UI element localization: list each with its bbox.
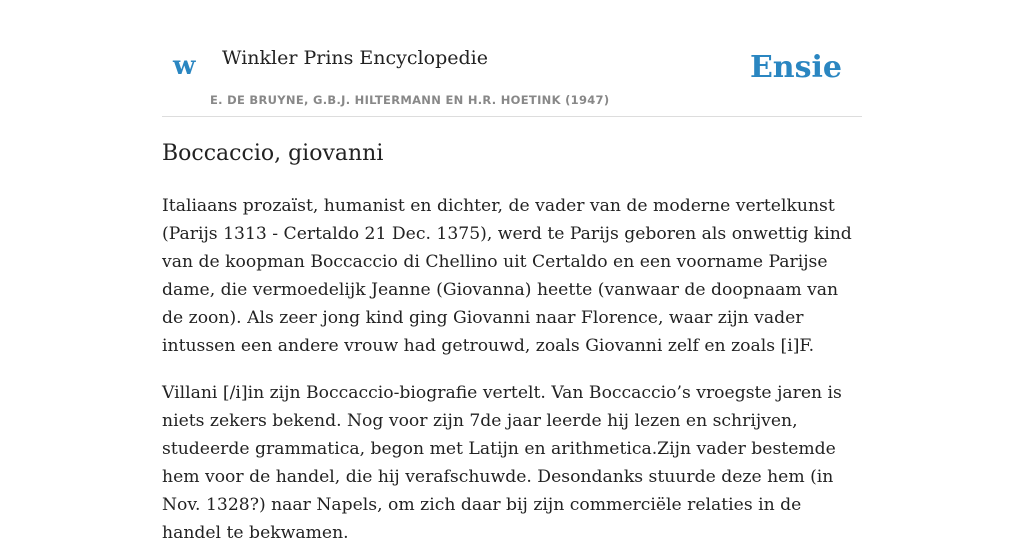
article-paragraph: Italiaans prozaïst, humanist en dichter, de vader van de moderne vertelkunst (Parijs 1313 - Certaldo 21 Dec. 1375), werd te Parijs geboren als onwettig kind van de koopman Boccaccio di Chellino uit Certaldo en een voorname Parijse dame, die vermoedelijk Jeanne (Giovanna) heette (vanwaar de doopnaam van de zoon). Als zeer jong kind ging Giovanni naar Florence, waar zijn vader intussen een andere vrouw had getrouwd, zoals Giovanni zelf en zoals [i]F.	[162, 196, 852, 356]
winkler-prins-logo[interactable]: w	[173, 51, 196, 81]
article-paragraph: Villani [/i]in zijn Boccaccio-biografie vertelt. Van Boccaccio’s vroegste jaren is niets zekers bekend. Nog voor zijn 7de jaar leerde hij lezen en schrijven, studeerde grammatica, begon met Latijn en arithmetica.Zijn vader bestemde hem voor de handel, die hij verafschuwde. Desondanks stuurde deze hem (in Nov. 1328?) naar Napels, om zich daar bij zijn commerciële relaties in de handel te bekwamen.	[162, 383, 842, 543]
site-header	[162, 0, 862, 117]
publication-title[interactable]: Winkler Prins Encyclopedie	[222, 47, 488, 69]
publication-authors: E. DE BRUYNE, G.B.J. HILTERMANN EN H.R. HOETINK (1947)	[210, 93, 610, 107]
article-title: Boccaccio, giovanni	[162, 141, 384, 166]
ensie-logo[interactable]: Ensie	[749, 50, 842, 85]
article	[162, 138, 862, 547]
